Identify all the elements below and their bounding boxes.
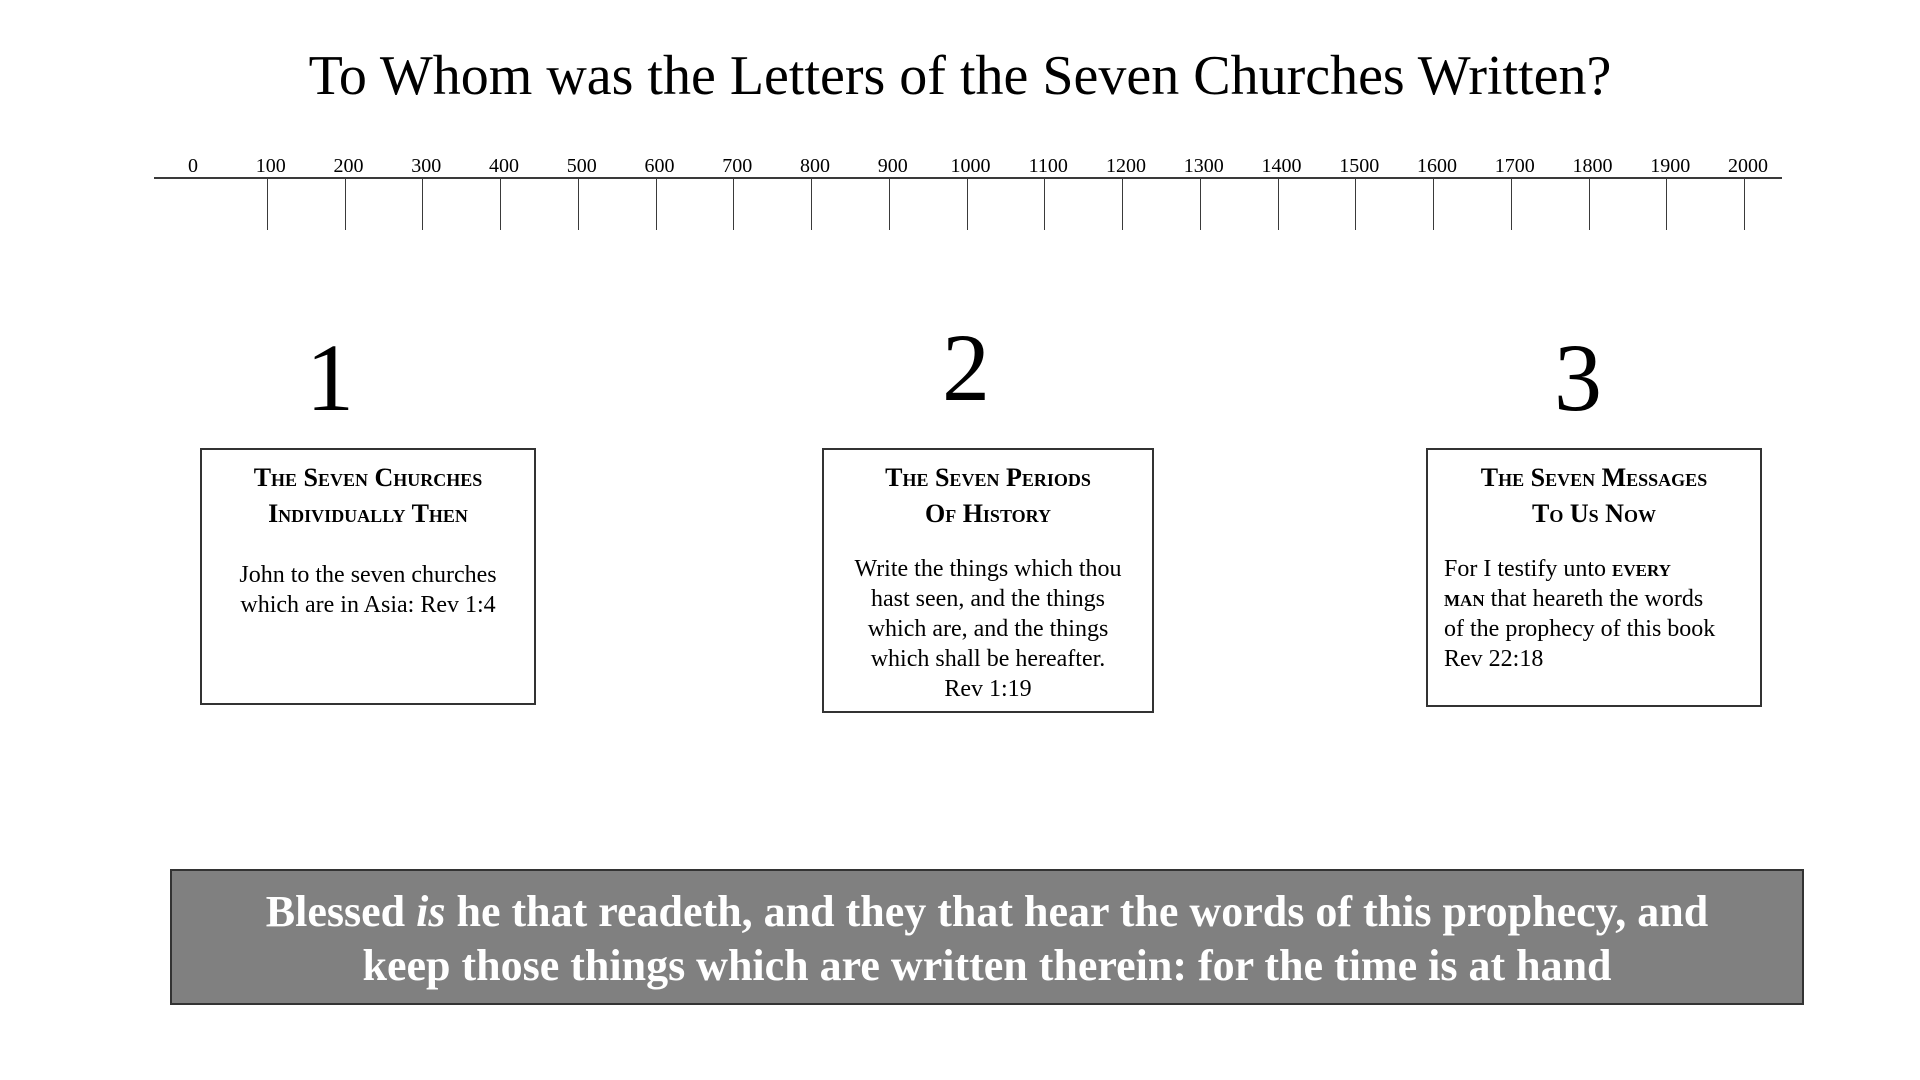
banner-line [172, 885, 1802, 939]
banner-italic: is [416, 887, 446, 936]
box-heading [824, 460, 1152, 532]
timeline-tick [733, 179, 734, 230]
body-emphasis: every [1612, 556, 1671, 582]
box-heading-line: Of History [924, 499, 1051, 528]
box-body-line [1444, 584, 1760, 614]
body-emphasis: man [1444, 586, 1485, 612]
timeline-label: 200 [333, 155, 364, 177]
box-body [202, 560, 534, 620]
box-body-line: of the prophecy of this book [1444, 616, 1716, 642]
box-body [824, 554, 1152, 704]
banner-text: he that readeth, and they that hear the words of this prophecy, and [445, 887, 1709, 936]
timeline-tick [889, 179, 890, 230]
box-heading [202, 460, 534, 532]
box-body-line: which shall be hereafter. [870, 646, 1106, 672]
timeline-tick [1044, 179, 1045, 230]
timeline-label: 1000 [950, 155, 991, 177]
body-text: For I testify unto [1444, 556, 1612, 582]
timeline-label: 1600 [1417, 155, 1457, 177]
timeline-tick [267, 179, 268, 230]
timeline-label: 1100 [1028, 155, 1068, 177]
box-body-line: hast seen, and the things [871, 586, 1105, 612]
timeline-label: 400 [489, 155, 519, 177]
body-text: that heareth the words [1484, 586, 1704, 612]
timeline-tick [1433, 179, 1434, 230]
box-heading-line: The Seven Messages [1480, 463, 1708, 492]
box-seven-messages [1426, 448, 1762, 707]
timeline-tick [500, 179, 501, 230]
timeline-label: 500 [566, 155, 597, 177]
timeline-tick [1122, 179, 1123, 230]
timeline-tick [1666, 179, 1667, 230]
timeline-label: 2000 [1728, 155, 1768, 177]
banner-line: keep those things which are written therein: for the time is at hand [362, 941, 1612, 990]
timeline-label: 0 [188, 155, 198, 177]
timeline-label: 600 [644, 155, 675, 177]
timeline-label: 700 [722, 155, 753, 177]
column-number-2: 2 [942, 314, 990, 421]
timeline-label: 900 [877, 155, 908, 177]
timeline-tick [345, 179, 346, 230]
timeline-tick [967, 179, 968, 230]
timeline-tick [656, 179, 657, 230]
timeline-tick [422, 179, 423, 230]
timeline-tick [1589, 179, 1590, 230]
box-heading-line: The Seven Periods [885, 463, 1091, 492]
box-heading-line: The Seven Churches [253, 463, 483, 492]
timeline [0, 0, 1920, 240]
box-heading-line: To Us Now [1532, 499, 1656, 528]
box-body-line: John to the seven churches [239, 562, 497, 588]
banner-text: Blessed [265, 887, 417, 936]
box-body [1428, 554, 1760, 674]
timeline-label: 1700 [1494, 155, 1535, 177]
timeline-tick [1200, 179, 1201, 230]
column-number-3: 3 [1554, 324, 1602, 431]
timeline-label: 800 [800, 155, 830, 177]
timeline-tick [1355, 179, 1356, 230]
box-body-line: Rev 1:19 [944, 676, 1032, 702]
page-title: To Whom was the Letters of the Seven Churches Written? [308, 45, 1612, 107]
scripture-banner [170, 869, 1804, 1005]
timeline-tick [1278, 179, 1279, 230]
timeline-tick [811, 179, 812, 230]
box-body-line: Rev 22:18 [1444, 646, 1544, 672]
timeline-label: 1800 [1572, 155, 1613, 177]
timeline-label: 1300 [1183, 155, 1224, 177]
timeline-tick [1511, 179, 1512, 230]
column-number-1: 1 [306, 324, 354, 431]
timeline-tick [578, 179, 579, 230]
box-seven-churches [200, 448, 536, 705]
timeline-tick [1744, 179, 1745, 230]
timeline-label: 1900 [1650, 155, 1691, 177]
box-body-line [1444, 554, 1760, 584]
box-body-line: which are, and the things [867, 616, 1109, 642]
box-body-line: which are in Asia: Rev 1:4 [240, 592, 496, 618]
timeline-label: 1200 [1106, 155, 1146, 177]
timeline-label: 1500 [1339, 155, 1380, 177]
timeline-label: 100 [255, 155, 286, 177]
box-heading [1428, 460, 1760, 532]
box-body-line: Write the things which thou [854, 556, 1122, 582]
box-heading-line: Individually Then [268, 499, 468, 528]
timeline-label: 300 [411, 155, 442, 177]
box-seven-periods [822, 448, 1154, 713]
timeline-label: 1400 [1261, 155, 1302, 177]
